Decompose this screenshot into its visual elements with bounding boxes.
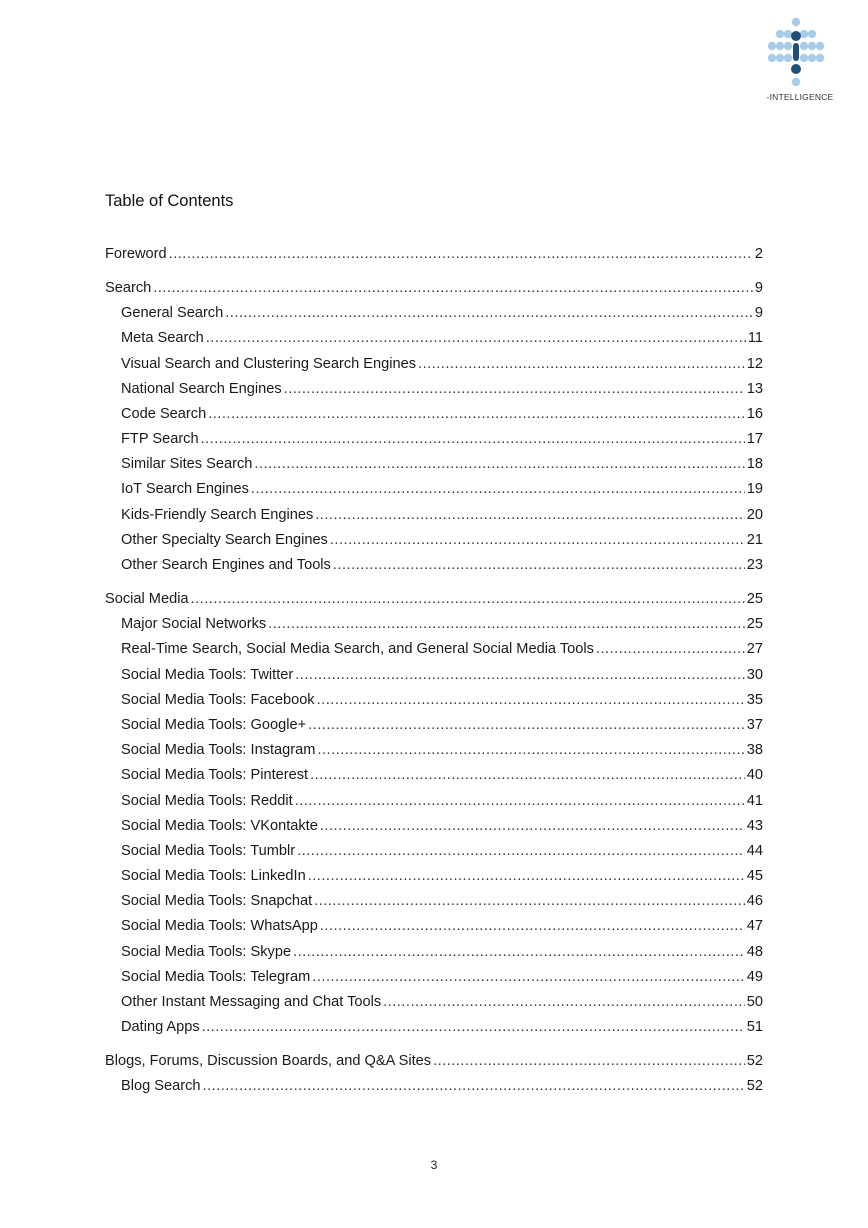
toc-dot-leader <box>320 818 745 834</box>
toc-entry-label: Social Media Tools: Twitter <box>121 666 294 683</box>
toc-entry-page: 27 <box>746 641 763 658</box>
toc-entry-page: 16 <box>746 405 763 422</box>
toc-entry[interactable] <box>105 456 763 481</box>
toc-dot-leader <box>320 918 745 934</box>
toc-entry-page: 48 <box>746 943 763 960</box>
toc-entry-page: 45 <box>746 868 763 885</box>
toc-entry[interactable] <box>105 1053 763 1078</box>
toc-entry-label: Social Media Tools: LinkedIn <box>121 868 306 885</box>
toc-dot-leader <box>433 1053 745 1069</box>
toc-dot-leader <box>297 843 745 859</box>
toc-entry[interactable] <box>105 431 763 456</box>
toc-entry[interactable] <box>105 330 763 355</box>
toc-entry-page: 20 <box>746 506 763 523</box>
toc-entry-label: Social Media Tools: Tumblr <box>121 842 296 859</box>
toc-dot-leader <box>201 431 745 447</box>
toc-entry[interactable] <box>105 507 763 532</box>
toc-dot-leader <box>153 280 753 296</box>
toc-dot-leader <box>317 742 744 758</box>
page-number: 3 <box>430 1158 438 1172</box>
toc-entry-label: Foreword <box>105 246 167 262</box>
toc-entry[interactable] <box>105 944 763 969</box>
toc-entry-label: Social Media Tools: WhatsApp <box>121 918 318 935</box>
toc-entry[interactable] <box>105 893 763 918</box>
toc-entry-page: 47 <box>746 918 763 935</box>
toc-entry-label: Social Media Tools: VKontakte <box>121 817 318 834</box>
toc-entry-page: 30 <box>746 666 763 683</box>
toc-entry-label: Kids-Friendly Search Engines <box>121 506 314 523</box>
toc-entry-label: Major Social Networks <box>121 616 267 633</box>
toc-entry-label: Social Media Tools: Reddit <box>121 792 293 809</box>
toc-entry[interactable] <box>105 843 763 868</box>
toc-dot-leader <box>295 793 745 809</box>
toc-dot-leader <box>383 994 745 1010</box>
toc-entry-label: Social Media Tools: Pinterest <box>121 767 309 784</box>
toc-entry[interactable] <box>105 692 763 717</box>
toc-entry-label: General Search <box>121 305 224 322</box>
toc-entry[interactable] <box>105 641 763 666</box>
toc-entry[interactable] <box>105 616 763 641</box>
toc-dot-leader <box>208 406 745 422</box>
toc-entry-page: 25 <box>746 616 763 633</box>
toc-entry-page: 50 <box>746 994 763 1011</box>
molecule-dots-logo-icon <box>764 16 836 88</box>
toc-dot-leader <box>330 532 745 548</box>
toc-entry-page: 25 <box>746 591 763 608</box>
toc-entry-page: 52 <box>746 1053 763 1070</box>
toc-entry-page: 44 <box>746 842 763 859</box>
toc-dot-leader <box>284 381 745 397</box>
toc-dot-leader <box>202 1019 745 1035</box>
toc-dot-leader <box>317 692 745 708</box>
toc-entry[interactable] <box>105 767 763 792</box>
toc-entry[interactable] <box>105 591 763 616</box>
toc-entry-page: 37 <box>746 716 763 733</box>
toc-entry-label: Social Media Tools: Facebook <box>121 691 315 708</box>
toc-entry-label: FTP Search <box>121 431 199 448</box>
toc-entry[interactable] <box>105 717 763 742</box>
toc-entry[interactable] <box>105 246 763 271</box>
toc-entry-label: Code Search <box>121 405 207 422</box>
toc-entry[interactable] <box>105 532 763 557</box>
toc-entry[interactable] <box>105 994 763 1019</box>
toc-entry-label: Social Media Tools: Skype <box>121 943 292 960</box>
toc-entry[interactable] <box>105 793 763 818</box>
toc-entry-page: 17 <box>746 431 763 448</box>
toc-entry[interactable] <box>105 356 763 381</box>
toc-entry-page: 9 <box>754 279 763 296</box>
logo <box>760 14 840 104</box>
toc-entry-page: 49 <box>746 968 763 985</box>
toc-dot-leader <box>191 591 745 607</box>
toc-entry[interactable] <box>105 406 763 431</box>
toc-entry-page: 13 <box>746 380 763 397</box>
toc-dot-leader <box>268 616 745 632</box>
toc-dot-leader <box>310 767 745 783</box>
toc-entry-label: Visual Search and Clustering Search Engines <box>121 355 417 372</box>
toc-entry[interactable] <box>105 1078 763 1103</box>
toc-dot-leader <box>251 481 745 497</box>
toc-entry-label: Other Specialty Search Engines <box>121 531 328 548</box>
toc-entry[interactable] <box>105 667 763 692</box>
toc-entry-page: 43 <box>746 817 763 834</box>
toc-entry-label: Similar Sites Search <box>121 456 253 473</box>
toc-dot-leader <box>308 717 745 733</box>
toc-entry-label: Social Media Tools: Telegram <box>121 968 311 985</box>
toc-title: Table of Contents <box>105 192 234 210</box>
toc-dot-leader <box>254 456 744 472</box>
toc-dot-leader <box>293 944 745 960</box>
toc-entry[interactable] <box>105 557 763 582</box>
toc-entry-label: Dating Apps <box>121 1019 200 1036</box>
toc-entry-page: 46 <box>746 893 763 910</box>
toc-entry-label: Social Media Tools: Google+ <box>121 716 307 733</box>
toc-dot-leader <box>315 507 745 523</box>
toc-entry[interactable] <box>105 969 763 994</box>
toc-entry-page: 35 <box>746 691 763 708</box>
toc-entry-page: 40 <box>746 767 763 784</box>
toc-entry-page: 12 <box>746 355 763 372</box>
toc-entry-label: Social Media <box>105 591 189 608</box>
toc-entry-label: Other Instant Messaging and Chat Tools <box>121 994 382 1011</box>
toc-entry-page: 21 <box>746 531 763 548</box>
toc-dot-leader <box>308 868 745 884</box>
toc-entry-label: Blog Search <box>121 1078 201 1095</box>
toc-entry-page: 41 <box>746 792 763 809</box>
toc-entry[interactable] <box>105 742 763 767</box>
toc-entry-label: Search <box>105 279 152 296</box>
toc-entry-label: Blogs, Forums, Discussion Boards, and Q&A Sites <box>105 1053 432 1070</box>
toc-entry-page: 19 <box>746 481 763 498</box>
toc-dot-leader <box>314 893 745 909</box>
toc-entry-page: 18 <box>746 456 763 473</box>
toc-dot-leader <box>596 641 745 657</box>
toc-entry[interactable] <box>105 918 763 943</box>
toc-entry[interactable] <box>105 280 763 305</box>
table-of-contents <box>105 246 763 1104</box>
toc-entry-label: Social Media Tools: Snapchat <box>121 893 313 910</box>
toc-entry-page: 52 <box>746 1078 763 1095</box>
toc-dot-leader <box>169 246 753 262</box>
toc-dot-leader <box>312 969 744 985</box>
toc-entry-label: Social Media Tools: Instagram <box>121 742 316 759</box>
toc-entry[interactable] <box>105 305 763 330</box>
toc-entry-label: Other Search Engines and Tools <box>121 557 331 574</box>
toc-entry-page: 23 <box>746 557 763 574</box>
toc-entry[interactable] <box>105 381 763 406</box>
toc-entry[interactable] <box>105 1019 763 1044</box>
toc-dot-leader <box>418 356 745 372</box>
toc-dot-leader <box>295 667 745 683</box>
toc-dot-leader <box>225 305 753 321</box>
toc-entry-label: Meta Search <box>121 330 204 347</box>
toc-entry-page: 9 <box>754 305 763 322</box>
toc-entry[interactable] <box>105 818 763 843</box>
toc-entry[interactable] <box>105 868 763 893</box>
logo-text: -INTELLIGENCE <box>766 92 834 102</box>
toc-entry-page: 38 <box>746 742 763 759</box>
toc-entry-label: IoT Search Engines <box>121 481 249 498</box>
toc-entry[interactable] <box>105 481 763 506</box>
toc-entry-page: 11 <box>747 330 763 347</box>
toc-entry-page: 51 <box>746 1019 763 1036</box>
toc-dot-leader <box>203 1078 745 1094</box>
toc-entry-label: Real-Time Search, Social Media Search, and General Social Media Tools <box>121 641 594 658</box>
toc-entry-label: National Search Engines <box>121 380 282 397</box>
toc-entry-page: 2 <box>754 246 763 262</box>
toc-dot-leader <box>333 557 745 573</box>
toc-dot-leader <box>206 330 746 346</box>
